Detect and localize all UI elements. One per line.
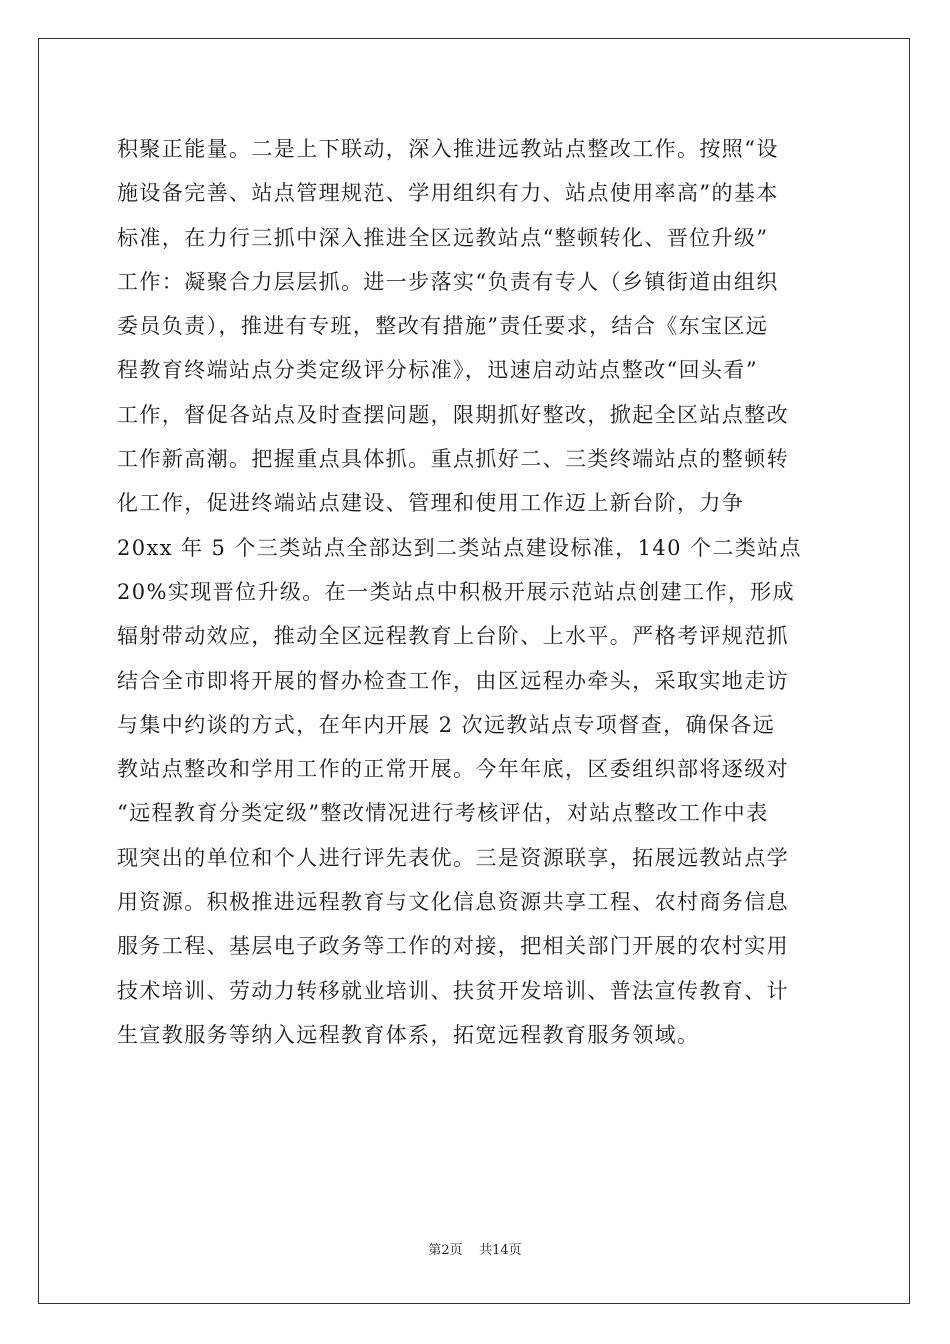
text-line: 与集中约谈的方式，在年内开展 2 次远教站点专项督查，确保各远 xyxy=(117,712,776,737)
text-line: 结合全市即将开展的督办检查工作，由区远程办牵头，采取实地走访 xyxy=(117,668,789,693)
text-line: 20xx 年 5 个三类站点全部达到二类站点建设标准，140 个二类站点 xyxy=(117,535,802,560)
text-line: 用资源。积极推进远程教育与文化信息资源共享工程、农村商务信息 xyxy=(117,890,789,915)
page-number: 第2页 xyxy=(428,1243,463,1258)
text-line: 化工作，促进终端站点建设、管理和使用工作迈上新台阶，力争 xyxy=(117,491,745,516)
document-body xyxy=(117,127,837,1057)
text-line: 教站点整改和学用工作的正常开展。今年年底，区委组织部将逐级对 xyxy=(117,757,789,782)
text-line: 20%实现晋位升级。在一类站点中积极开展示范站点创建工作，形成 xyxy=(117,579,796,604)
text-line: 积聚正能量。二是上下联动，深入推进远教站点整改工作。按照“设 xyxy=(117,137,779,161)
text-line: 工作：凝聚合力层层抓。进一步落实“负责有专人（乡镇街道由组织 xyxy=(117,269,779,294)
text-line: 委员负责），推进有专班，整改有措施”责任要求，结合《东宝区远 xyxy=(117,314,769,339)
text-line: 服务工程、基层电子政务等工作的对接，把相关部门开展的农村实用 xyxy=(117,934,789,959)
text-line: 工作，督促各站点及时查摆问题，限期抓好整改，掀起全区站点整改 xyxy=(117,402,789,427)
text-line: “远程教育分类定级”整改情况进行考核评估，对站点整改工作中表 xyxy=(117,801,769,826)
text-line: 工作新高潮。把握重点具体抓。重点抓好二、三类终端站点的整顿转 xyxy=(117,447,789,472)
text-line: 现突出的单位和个人进行评先表优。三是资源联享，拓展远教站点学 xyxy=(117,845,789,870)
text-line: 生宣教服务等纳入远程教育体系，拓宽远程教育服务领域。 xyxy=(117,1022,700,1047)
text-line: 辐射带动效应，推动全区远程教育上台阶、上水平。严格考评规范抓 xyxy=(117,624,789,649)
text-line: 标准，在力行三抓中深入推进全区远教站点“整顿转化、晋位升级” xyxy=(117,225,769,250)
text-line: 程教育终端站点分类定级评分标准》，迅速启动站点整改“回头看” xyxy=(117,358,758,383)
page-footer xyxy=(0,1242,950,1260)
total-pages: 共14页 xyxy=(479,1243,522,1258)
text-line: 技术培训、劳动力转移就业培训、扶贫开发培训、普法宣传教育、计 xyxy=(117,978,789,1003)
text-line: 施设备完善、站点管理规范、学用组织有力、站点使用率高”的基本 xyxy=(117,181,779,206)
